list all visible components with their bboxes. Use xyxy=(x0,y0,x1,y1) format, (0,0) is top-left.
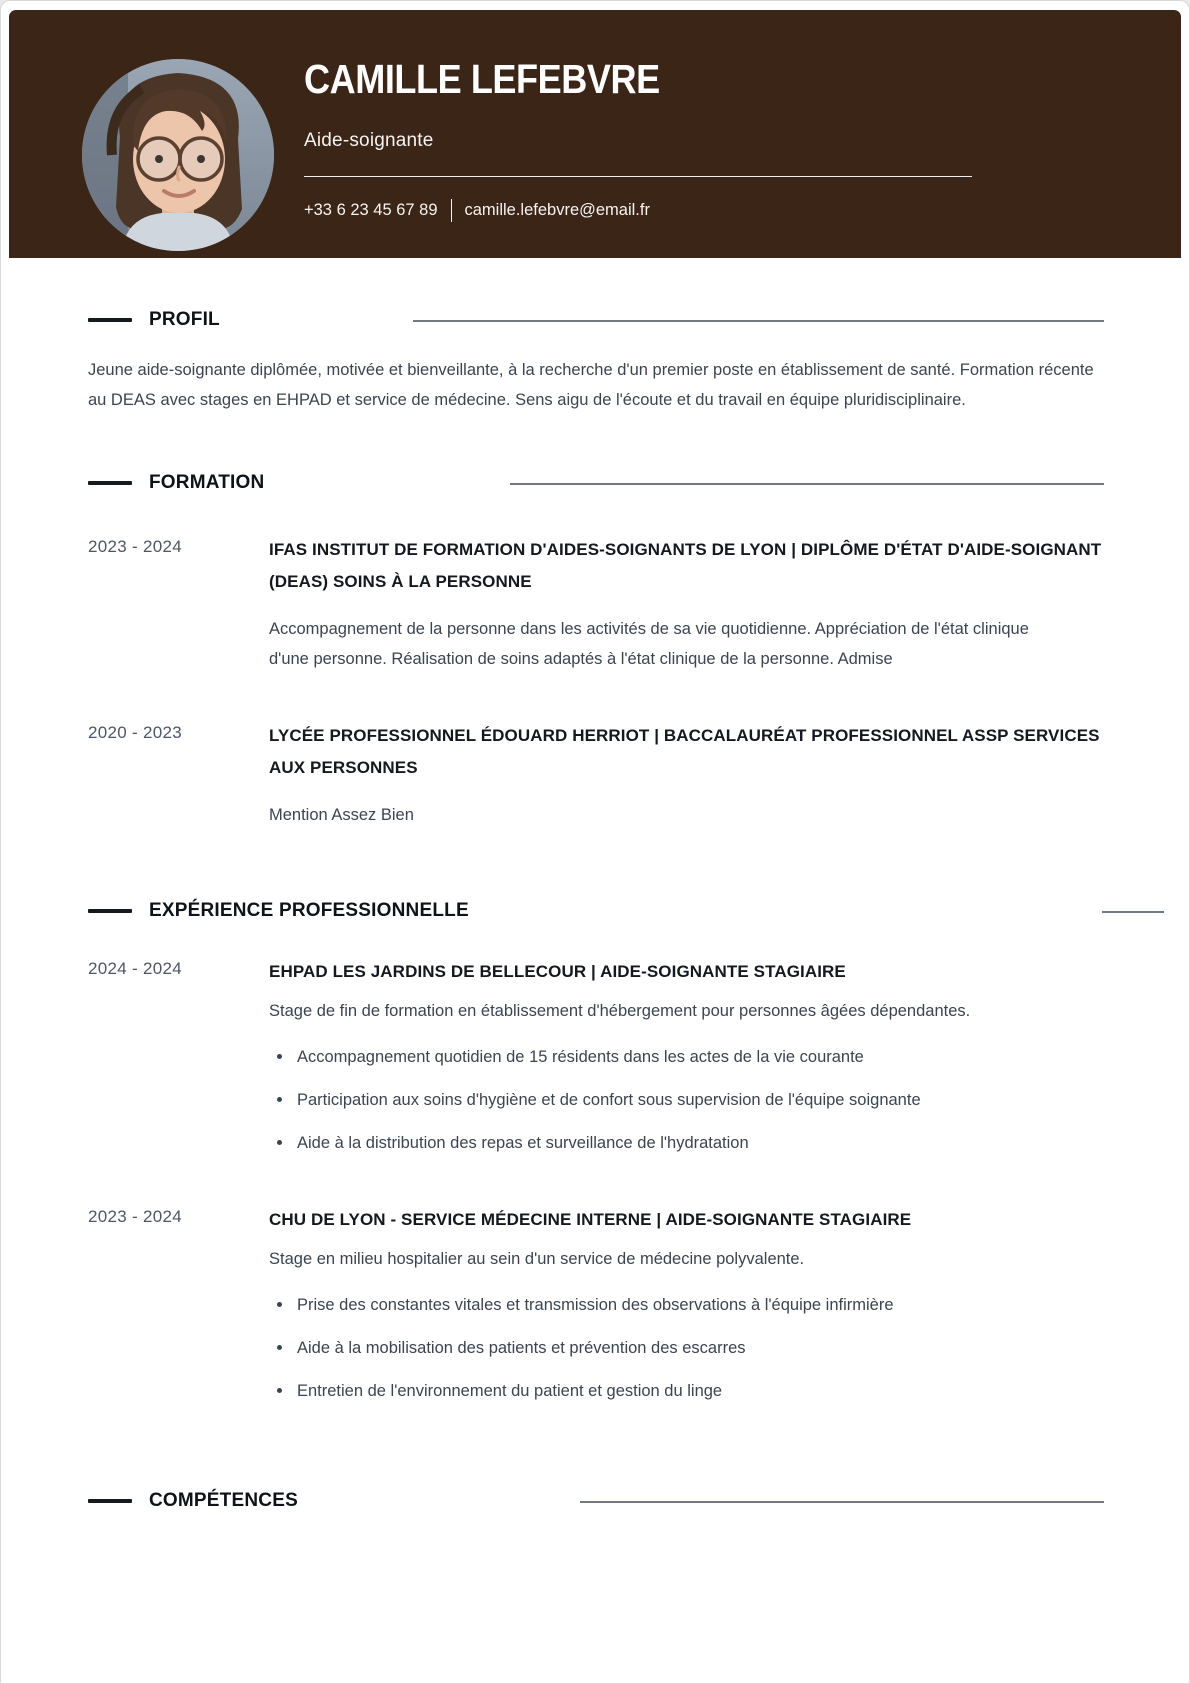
heading-rule xyxy=(580,1501,1104,1503)
formation-entry xyxy=(88,534,1104,674)
section-formation xyxy=(88,472,1104,830)
heading-rule xyxy=(413,320,1104,322)
entry-bullets xyxy=(269,1290,1104,1406)
formation-heading-row xyxy=(88,472,1104,494)
section-competences xyxy=(88,1490,1104,1512)
entry-title: LYCÉE PROFESSIONNEL ÉDOUARD HERRIOT | BACCALAURÉAT PROFESSIONNEL ASSP SERVICES AUX PERSONNES xyxy=(269,726,1100,777)
heading-dash xyxy=(88,909,132,913)
candidate-name: CAMILLE LEFEBVRE xyxy=(304,56,660,102)
phone-number: +33 6 23 45 67 89 xyxy=(304,201,438,219)
profil-text: Jeune aide-soignante diplômée, motivée et bienveillante, à la recherche d'un premier poste en établissement de santé. Formation récente au DEAS avec stages en EHPAD et service de médecine. Sens aigu de l'écoute et du travail en équipe pluridisciplinaire. xyxy=(88,361,1094,409)
entry-dates: 2023 - 2024 xyxy=(88,537,183,556)
entry-description: Stage en milieu hospitalier au sein d'un service de médecine polyvalente. xyxy=(269,1250,805,1268)
bullet-item: Prise des constantes vitales et transmission des observations à l'équipe infirmière xyxy=(269,1290,1104,1320)
formation-entries xyxy=(88,534,1104,830)
entry-title: IFAS INSTITUT DE FORMATION D'AIDES-SOIGNANTS DE LYON | DIPLÔME D'ÉTAT D'AIDE-SOIGNANT (DEAS) SOINS À LA PERSONNE xyxy=(269,540,1102,591)
entry-title: EHPAD LES JARDINS DE BELLECOUR | AIDE-SOIGNANTE STAGIAIRE xyxy=(269,962,846,981)
heading-dash xyxy=(88,481,132,485)
profile-photo xyxy=(82,59,274,251)
profil-heading-row xyxy=(88,309,1104,331)
heading-dash xyxy=(88,1499,132,1503)
avatar xyxy=(82,59,274,251)
competences-heading-row xyxy=(88,1490,1104,1512)
email-address: camille.lefebvre@email.fr xyxy=(464,201,650,219)
entry-dates: 2024 - 2024 xyxy=(88,959,183,978)
entry-title: CHU DE LYON - SERVICE MÉDECINE INTERNE | AIDE-SOIGNANTE STAGIAIRE xyxy=(269,1210,912,1229)
section-profil xyxy=(88,309,1104,415)
bullet-item: Aide à la mobilisation des patients et prévention des escarres xyxy=(269,1333,1104,1363)
bullet-item: Entretien de l'environnement du patient et gestion du linge xyxy=(269,1376,1104,1406)
entry-dates: 2023 - 2024 xyxy=(88,1207,183,1226)
entry-content xyxy=(269,534,1104,674)
bullet-item: Participation aux soins d'hygiène et de confort sous supervision de l'équipe soignante xyxy=(269,1085,1104,1115)
entry-description: Mention Assez Bien xyxy=(269,806,414,824)
section-title: PROFIL xyxy=(149,309,220,330)
bullet-item: Accompagnement quotidien de 15 résidents dans les actes de la vie courante xyxy=(269,1042,1104,1072)
bullet-item: Aide à la distribution des repas et surveillance de l'hydratation xyxy=(269,1128,1104,1158)
heading-dash xyxy=(88,318,132,322)
experience-heading-row xyxy=(88,900,1104,922)
section-experience xyxy=(88,900,1104,1406)
section-title: EXPÉRIENCE PROFESSIONNELLE xyxy=(149,900,469,921)
formation-entry xyxy=(88,720,1104,830)
cv-header xyxy=(9,10,1181,258)
contact-separator xyxy=(451,199,452,222)
entry-dates: 2020 - 2023 xyxy=(88,723,183,742)
experience-entry xyxy=(88,956,1104,1158)
experience-entries xyxy=(88,956,1104,1406)
entry-description: Accompagnement de la personne dans les activités de sa vie quotidienne. Appréciation de l'état clinique d'une personne. Réalisation de soins adaptés à l'état clinique de la personne. Admise xyxy=(269,620,1029,668)
experience-entry xyxy=(88,1204,1104,1406)
header-divider xyxy=(304,176,972,177)
heading-rule xyxy=(1102,911,1164,913)
entry-content xyxy=(269,1204,1104,1406)
heading-rule xyxy=(510,483,1104,485)
cv-body xyxy=(9,258,1181,1512)
entry-content xyxy=(269,720,1104,830)
candidate-job-title: Aide-soignante xyxy=(304,130,434,151)
entry-bullets xyxy=(269,1042,1104,1158)
entry-description: Stage de fin de formation en établissement d'hébergement pour personnes âgées dépendantes. xyxy=(269,1002,971,1020)
section-title: FORMATION xyxy=(149,472,265,493)
section-title: COMPÉTENCES xyxy=(149,1490,298,1511)
contact-line xyxy=(304,199,1004,222)
entry-content xyxy=(269,956,1104,1158)
